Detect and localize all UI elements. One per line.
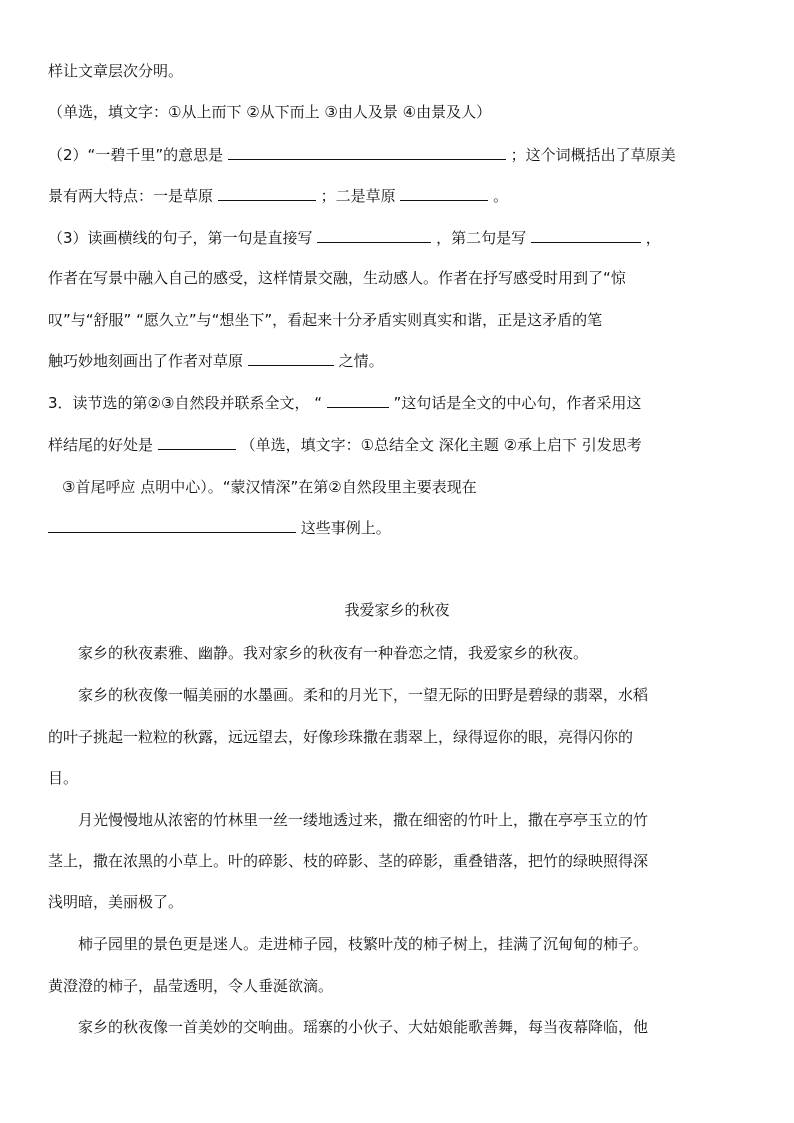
question-2-line (48, 144, 676, 166)
paragraph-line: 的叶子挑起一粒粒的秋露，远远望去，好像珍珠撒在翡翠上，绿得逗你的眼，亮得闪你的 (48, 728, 634, 746)
question-text: （2）“一碧千里”的意思是 (48, 146, 224, 164)
paragraph-line: 目。 (48, 769, 79, 787)
question-text: 3．读节选的第②③自然段并联系全文， “ (48, 394, 322, 412)
question-text: 景有两大特点：一是草原 (48, 187, 214, 205)
text-line (48, 517, 391, 539)
question-text: ；这个词概括出了草原美 (510, 146, 676, 164)
question-text: 样结尾的好处是 (48, 436, 154, 454)
question-text: ”这句话是全文的中心句，作者采用这 (393, 394, 642, 412)
paragraph-line: 家乡的秋夜像一首美妙的交响曲。瑶寨的小伙子、大姑娘能歌善舞，每当夜幕降临，他 (78, 1018, 649, 1036)
paragraph-line: 柿子园里的景色更是迷人。走进柿子园，枝繁叶茂的柿子树上，挂满了沉甸甸的柿子。 (78, 935, 649, 953)
paragraph-line: 家乡的秋夜素雅、幽静。我对家乡的秋夜有一种眷恋之情，我爱家乡的秋夜。 (78, 644, 589, 662)
answer-blank[interactable] (248, 351, 334, 366)
question-text: ，第二句是写 (436, 229, 527, 247)
text-line: 样让文章层次分明。 (48, 62, 184, 80)
paragraph-line: 家乡的秋夜像一幅美丽的水墨画。柔和的月光下，一望无际的田野是碧绿的翡翠，水稻 (78, 686, 649, 704)
question-text: 之情。 (338, 352, 384, 370)
answer-blank[interactable] (327, 393, 389, 408)
paragraph-line: 浅明暗，美丽极了。 (48, 893, 184, 911)
answer-blank[interactable] (228, 145, 506, 160)
answer-blank[interactable] (317, 228, 431, 243)
question-3-line (48, 227, 661, 249)
question-text: （3）读画横线的句子，第一句是直接写 (48, 229, 313, 247)
question-text: 这些事例上。 (300, 519, 391, 537)
answer-blank[interactable] (158, 435, 236, 450)
question-text: ， (645, 229, 661, 247)
answer-blank[interactable] (218, 186, 316, 201)
paragraph-line: 茎上，撒在浓黑的小草上。叶的碎影、枝的碎影、茎的碎影，重叠错落，把竹的绿映照得深 (48, 852, 649, 870)
question-2-cont (48, 185, 508, 207)
text-line (48, 434, 642, 456)
question-text: ；二是草原 (320, 187, 396, 205)
paragraph-line: 月光慢慢地从浓密的竹林里一丝一缕地透过来，撒在细密的竹叶上，撒在亭亭玉立的竹 (78, 811, 649, 829)
text-line (48, 350, 384, 372)
question-3-number (48, 392, 641, 414)
answer-blank[interactable] (48, 518, 296, 533)
text-line: 叹”与“舒服” “愿久立”与“想坐下”，看起来十分矛盾实则真实和谐，正是这矛盾的笔 (48, 311, 603, 329)
question-text: 。 (493, 187, 509, 205)
text-line: 作者在写景中融入自己的感受，这样情景交融，生动感人。作者在抒写感受时用到了“惊 (48, 269, 626, 287)
text-line: ③首尾呼应 点明中心）。“蒙汉情深”在第②自然段里主要表现在 (62, 478, 477, 496)
question-text: 触巧妙地刻画出了作者对草原 (48, 352, 244, 370)
question-text: （单选，填文字：①总结全文 深化主题 ②承上启下 引发思考 (240, 436, 642, 454)
answer-blank[interactable] (400, 186, 488, 201)
essay-title: 我爱家乡的秋夜 (344, 601, 450, 619)
answer-blank[interactable] (531, 228, 641, 243)
paragraph-line: 黄澄澄的柿子，晶莹透明，令人垂涎欲滴。 (48, 977, 334, 995)
question-options: （单选，填文字：①从上而下 ②从下而上 ③由人及景 ④由景及人） (48, 103, 492, 121)
